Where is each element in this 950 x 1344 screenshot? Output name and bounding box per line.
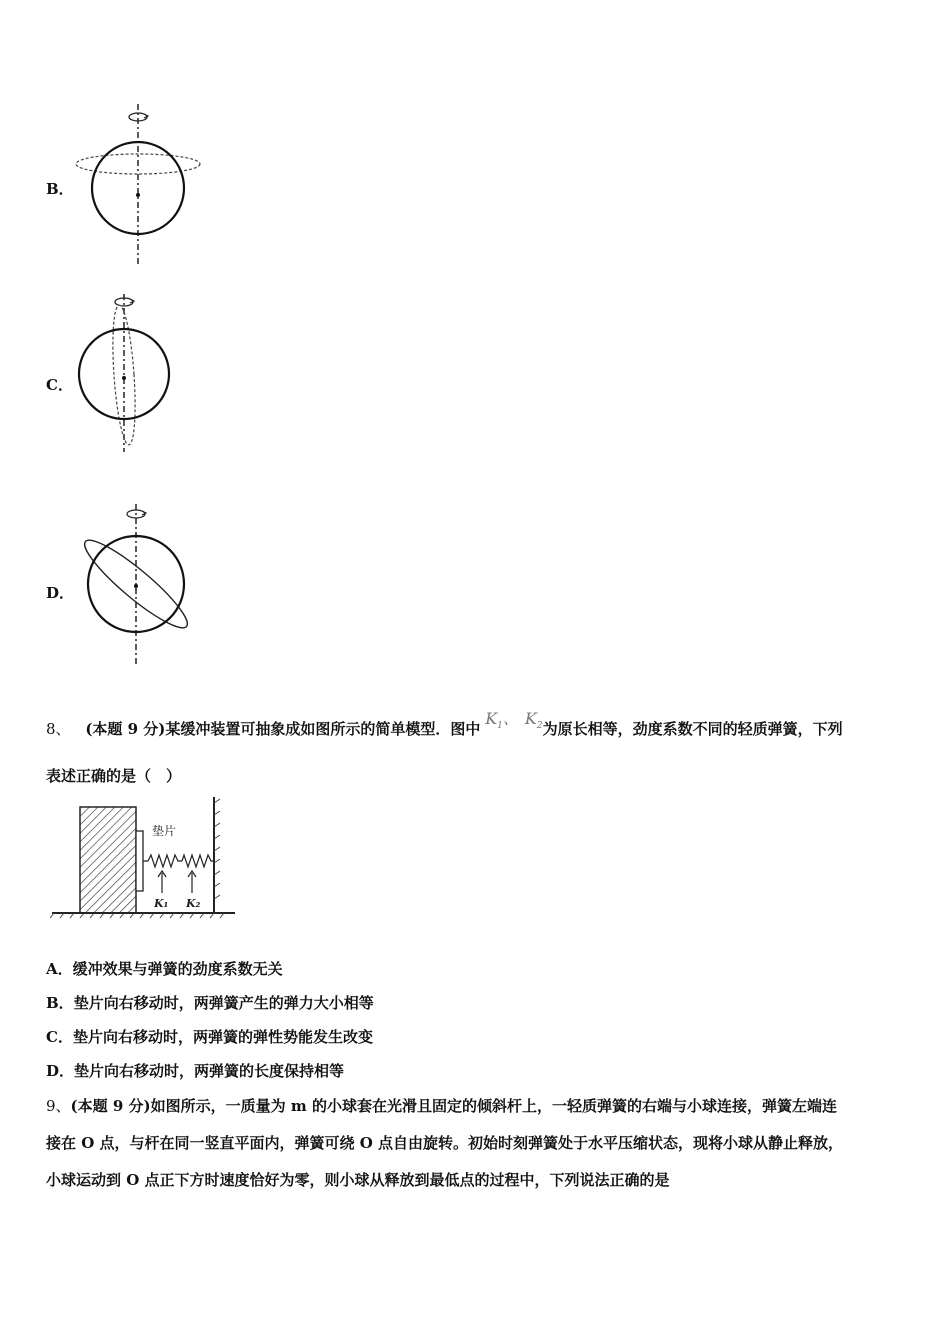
q8-stem-line2: 表述正确的是（ ） <box>46 767 182 785</box>
q8-buffer-figure <box>50 795 250 920</box>
option-d-label: D． <box>46 584 75 602</box>
q8-option-a-text: 缓冲效果与弹簧的劲度系数无关 <box>72 960 283 978</box>
q8-k1-label: K₁ <box>154 897 169 910</box>
q8-stem-line1 <box>46 709 843 741</box>
q8-option-b <box>46 992 374 1013</box>
q8-k1: K <box>485 709 498 728</box>
q9-line1-text: 如图所示，一质量为 m 的小球套在光滑且固定的倾斜杆上，一轻质弹簧的右端与小球连接，弹簧左端连 <box>150 1097 837 1115</box>
q8-sep: 、 <box>502 709 519 728</box>
q9-line2: 接在 O 点，与杆在同一竖直平面内，弹簧可绕 O 点自由旋转。初始时刻弹簧处于水平压缩状态，现将小球从静止释放， <box>46 1134 844 1152</box>
q8-option-d <box>46 1060 344 1081</box>
q8-stem-part2: 为原长相等，劲度系数不同的轻质弹簧，下列 <box>542 720 843 738</box>
q8-option-a-letter: A． <box>46 960 73 978</box>
q8-option-b-letter: B． <box>46 994 74 1012</box>
option-c-label: C． <box>46 376 73 394</box>
q9-number: 9、 <box>46 1097 71 1115</box>
q8-k2: K <box>524 709 537 728</box>
q8-pad-label: 垫片 <box>152 824 177 838</box>
q8-option-d-letter: D． <box>46 1062 75 1080</box>
option-b-label: B． <box>46 180 74 198</box>
q8-option-c-text: 垫片向右移动时，两弹簧的弹性势能发生改变 <box>72 1028 373 1046</box>
q8-k2-label: K₂ <box>186 897 201 910</box>
q9-points: (本题 9 分) <box>70 1097 151 1115</box>
q9-line1 <box>46 1095 837 1116</box>
q8-k1-sub: 1 <box>497 721 503 731</box>
q8-number: 8、 <box>46 720 71 738</box>
option-b-figure <box>70 100 210 268</box>
q8-points: (本题 9 分) <box>85 720 166 738</box>
q8-stem-part1: 某缓冲装置可抽象成如图所示的简单模型．图中 <box>165 720 481 738</box>
option-d-figure <box>70 500 200 668</box>
q8-option-c <box>46 1026 373 1047</box>
q8-k2-sub: 2 <box>536 721 543 731</box>
q8-option-c-letter: C． <box>46 1028 73 1046</box>
option-c-figure <box>70 290 190 455</box>
q8-option-a <box>46 958 283 979</box>
q8-option-b-text: 垫片向右移动时，两弹簧产生的弹力大小相等 <box>73 994 374 1012</box>
q8-option-d-text: 垫片向右移动时，两弹簧的长度保持相等 <box>74 1062 345 1080</box>
q9-line3: 小球运动到 O 点正下方时速度恰好为零，则小球从释放到最低点的过程中，下列说法正确的是 <box>46 1171 670 1189</box>
